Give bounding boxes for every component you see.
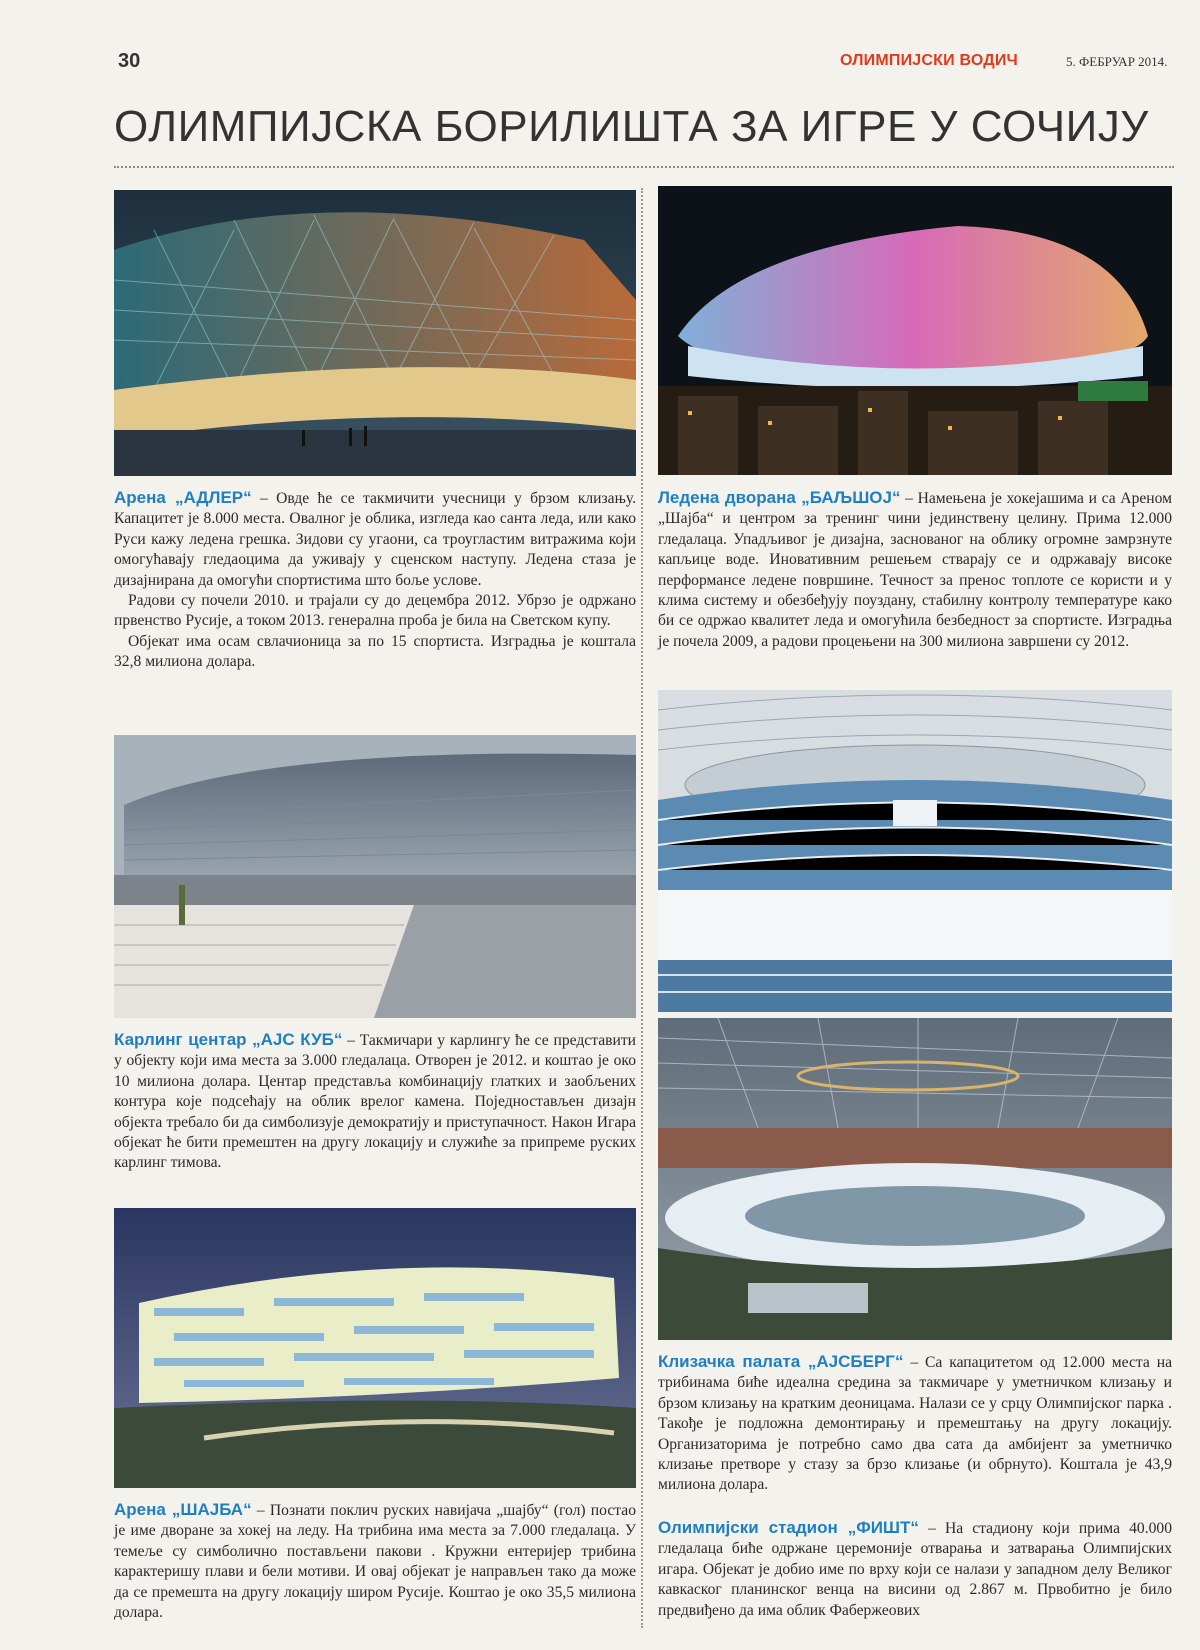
photo-bolshoy-ice-dome xyxy=(658,186,1172,475)
issue-date: 5. ФЕБРУАР 2014. xyxy=(1066,54,1168,69)
photo-speed-skating-interior xyxy=(658,1018,1172,1340)
article-lead: – Познати поклич руских навијача „шајбу“ (гол) постао је име дворане за хокеј на леду. На трибина има места за 7.000 гледалаца. У темеље су симболично постављени пакови . Кружни ентеријер трибина карактеришу плави и бели мотиви. И овај објекат је направљен тако да може да се премешта на другу локацију широм Русије. Коштао је око 35,5 милиона долара. xyxy=(114,1502,636,1622)
page-title: ОЛИМПИЈСКА БОРИЛИШТА ЗА ИГРЕ У СОЧИЈУ xyxy=(114,102,1149,151)
photo-iceberg-interior xyxy=(658,690,1172,1012)
article-heading: Клизачка палата „АЈСБЕРГ“ xyxy=(658,1352,904,1371)
section-label: ОЛИМПИЈСКИ ВОДИЧ xyxy=(840,52,1018,69)
article-heading: Карлинг центар „АЈС КУБ“ xyxy=(114,1030,343,1049)
article-lead: – Намењена је хокејашима и са Ареном „Шајба“ и центром за тренинг чини јединствену целину. Прима 12.000 гледалаца. Упадљивог је дизајна, заснованог на облику огромне замрзнуте капљице воде. Иновативним решењем стварају се и одржавају високе перформансе ледене површине. Течност за пренос топлоте се користи и у клима систему и обезбеђују поуздану, стабилну контролу температуре како би се одржао квалитет леда и омогућила безбедност за спортисте. Изградња је почела 2009, а радови процењени на 300 милиона завршени су 2012. xyxy=(658,490,1173,650)
article-heading: Олимпијски стадион „ФИШТ“ xyxy=(658,1518,919,1537)
photo-shayba-arena xyxy=(114,1208,636,1488)
article-paragraph: Објекат има осам свлачионица за по 15 спортиста. Изградња је коштала 32,8 милиона долара. xyxy=(114,632,636,671)
article-heading: Арена „ШАЈБА“ xyxy=(114,1500,252,1519)
article-iceberg xyxy=(658,1352,1172,1496)
article-heading: Ледена дворана „БАЉШОЈ“ xyxy=(658,488,901,507)
article-lead: – На стадиону који прима 40.000 гледалаца биће одржане церемоније отварања и затварања Олимпијских игара. Објекат је добио име по врху који се налази у западном делу Великог кавкаског планинског венца на висини од 2.867 м. Првобитно је било предвиђено да има облик Фабержеових xyxy=(658,1520,1173,1619)
article-adler xyxy=(114,488,636,673)
article-lead: – Са капацитетом од 12.000 места на трибинама биће идеална средина за такмичаре у уметничком клизању и брзом клизању на кратким деоницама. Налази се у срцу Олимпијског парка . Такође је подложна демонтирању и премештању на другу локацију. Организаторима је потребно само два сата да амбијент за уметничко клизање претворе у стазу за брзо клизање (и обрнуто). Коштала је 43,9 милиона долара. xyxy=(658,1354,1172,1494)
article-lead: – Овде ће се такмичити учесници у брзом клизању. Капацитет је 8.000 места. Овалног је облика, изгледа као санта леда, или како Руси кажу ледена грешка. Зидови су угаони, са троугластим витражима који омогућавају гледаоцима да уживају у сценском наступу. Ледена стаза је дизајнирана да омогући спортистима што боље услове. xyxy=(114,490,637,589)
photo-adler-arena xyxy=(114,190,636,476)
article-ice-cube xyxy=(114,1030,636,1174)
page-number: 30 xyxy=(118,50,141,72)
column-divider xyxy=(641,188,643,1628)
article-paragraph: Радови су почели 2010. и трајали су до децембра 2012. Убрзо је одржано првенство Русије, а током 2013. генерална проба је била на Светском купу. xyxy=(114,592,636,630)
article-fisht xyxy=(658,1518,1172,1621)
article-shayba xyxy=(114,1500,636,1623)
photo-ice-cube xyxy=(114,735,636,1018)
title-divider xyxy=(114,166,1174,168)
article-lead: – Такмичари у карлингу ће се представити у објекту који има места за 3.000 гледалаца. Отворен је 2012. и коштао је око 10 милиона долара. Центар представља комбинацију глатких и заобљених контура које подсећају на облик врелог камена. Поједностављен дизајн објекта требало би да симболизује демократију и приступачност. Након Игара објекат ће бити премештен на другу локацију и служиће за припреме руских карлинг тимова. xyxy=(114,1032,636,1172)
article-heading: Арена „АДЛЕР“ xyxy=(114,488,252,507)
article-bolshoy xyxy=(658,488,1172,652)
